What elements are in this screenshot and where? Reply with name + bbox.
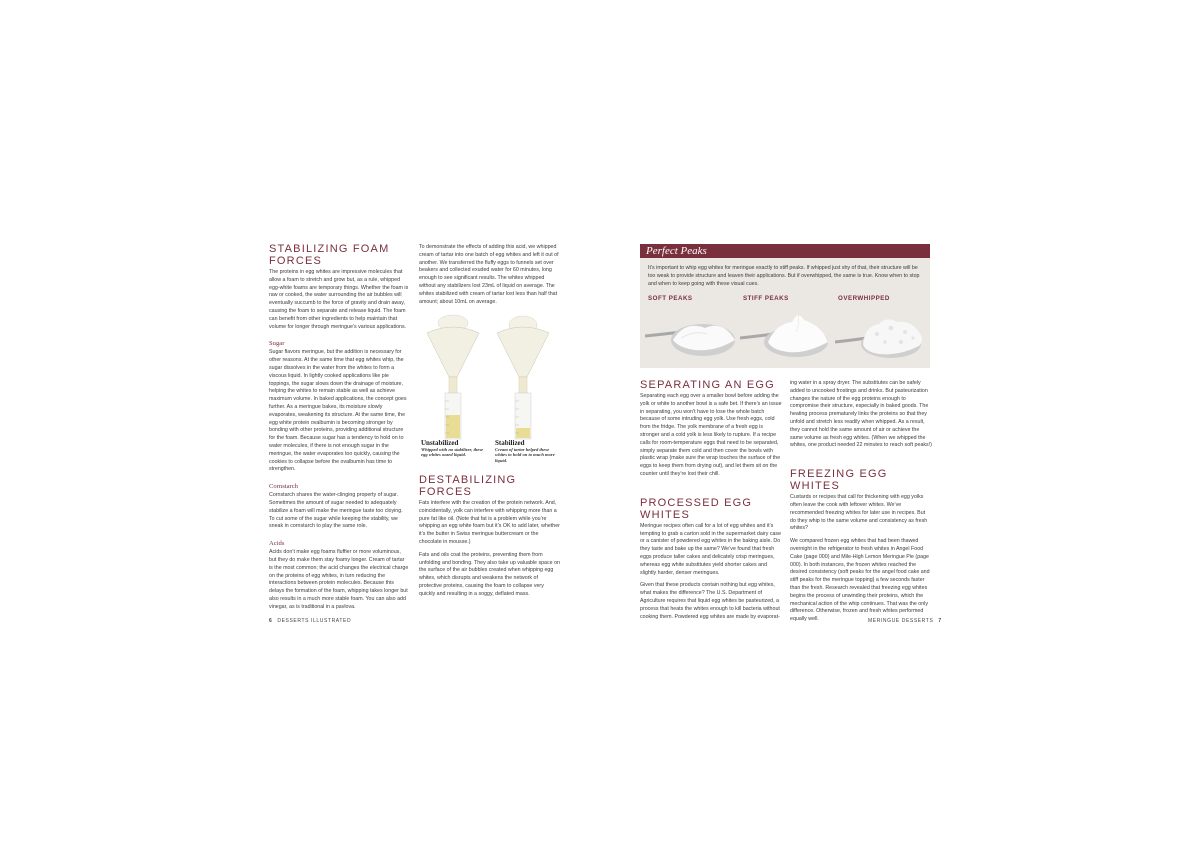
section-heading-freezing: FREEZING EGG WHITES (790, 468, 888, 493)
label-overwhipped: OVERWHIPPED (838, 295, 890, 302)
spoon-soft-peaks-image (645, 306, 740, 361)
freezing-p1: Custards or recipes that call for thickening with egg yolks often leave the cook with leftover whites. We’ve recommended freezing whites for later use in recipes. But do they whip to the same volume and consistency as fresh whites? (790, 494, 928, 532)
caption-stabilized-title: Stabilized (495, 439, 525, 447)
subheading-acids: Acids (269, 540, 285, 548)
processed-p1: Meringue recipes often call for a lot of egg whites and it’s tempting to grab a carton sold in the supermarket dairy case or a canister of powdered egg whites in the baking aisle. Do they taste and bake up the same? We’ve found that fresh eggs produce taller cakes and delicately crisp meringues, whereas egg white substitutes yield shorter cakes and slightly harder, denser meringues. (640, 522, 782, 576)
left-page-number: 6 (269, 618, 273, 624)
freezing-p2: We compared frozen egg whites that had been thawed overnight in the refrigerator to fresh whites in Angel Food Cake (page 000) and Mile-High Lemon Meringue Pie (page 000). In both instances, the frozen whites reached the desired consistency (soft peaks for the angel food cake and stiff peaks for the meringue topping) a few seconds faster than the fresh. Research revealed that freezing egg whites begins the process of unwinding their proteins, which the mechanical action of the whip continues. That was the only difference. Otherwise, frozen and fresh whites performed equally well. (790, 538, 930, 623)
experiment-text: To demonstrate the effects of adding this acid, we whipped cream of tartar into one batch of egg whites and left it out of another. We transferred the fluffy eggs to funnels set over beakers and collected exuded water for 60 minutes, long enough to see significant results. The whites whipped without any stabilizers lost 23mL of liquid on average. The whites stabilized with cream of tartar lost less than half that amount; about 10mL on average. (419, 244, 559, 305)
caption-stabilized-desc: Cream of tartar helped these whites to hold on to much more liquid. (495, 447, 555, 463)
processed-p2: Given that these products contain nothing but egg whites, what makes the difference? The U.S. Department of Agriculture requires that liquid egg whites be pasteurized, a process that heats the whites enough to kill bacteria without cooking them. Powdered egg whites are made by evaporat- (640, 582, 780, 620)
sugar-text: Sugar flavors meringue, but the addition is necessary for other reasons. At the same time that egg whites whip, the sugar dissolves in the water from the whites to form a viscous liquid. In lightly cooked applications like pie toppings, the sugar slows down the drainage of moisture, helping the whites to remain stable as well as achieve maximum volume. In baked applications, the concept goes further. As a meringue bakes, its moisture slowly evaporates, weakening its structure. At the same time, the egg white protein ovalbumin is becoming stronger by bonding with other proteins, providing additional structure for the foam. Because sugar has a tendency to hold on to water molecules, if there is not enough sugar in the meringue, the water evaporates too quickly, causing the cookies to collapse before the ovalbumin has time to strengthen. (269, 349, 407, 473)
left-footer (269, 618, 351, 624)
spoon-stiff-peaks-image (740, 306, 835, 361)
separating-text: Separating each egg over a smaller bowl before adding the yolk or white to another bowl is a safe bet. If there’s an issue in separating, you won’t have to lose the whole batch because of some intruding egg yolk. Use fresh eggs, cold from the fridge. The yolk membrane of a fresh egg is stronger and a cold yolk is less likely to rupture. If a recipe calls for room-temperature eggs that need to be separated, simply separate them cold and then cover the bowls with plastic wrap (make sure the wrap touches the surface of the eggs to keep them from drying out), and let them sit on the counter until they’re lost their chill. (640, 393, 782, 477)
caption-unstabilized-title: Unstabilized (421, 439, 459, 447)
caption-stabilized (495, 439, 559, 463)
right-column-1 (640, 379, 782, 626)
caption-unstabilized-desc: Whipped with no stabilizer, these egg whites oozed liquid. (421, 447, 484, 458)
left-running-title: DESSERTS ILLUSTRATED (277, 618, 352, 624)
funnel-beakers-illustration (419, 313, 559, 441)
subheading-cornstarch: Cornstarch (269, 483, 298, 491)
right-column-2 (790, 380, 932, 629)
section-heading-separating: SEPARATING AN EGG (640, 379, 775, 391)
perfect-peaks-intro: It’s important to whip egg whites for meringue exactly to stiff peaks. If whipped just shy of that, their structure will be too weak to provide structure and leaven their applications. But if overwhipped, the same is true. Know when to stop and when to keep going with these visual cues. (648, 265, 920, 287)
section-heading-processed: PROCESSED EGG WHITES (640, 496, 753, 521)
funnel-experiment-figure (419, 313, 559, 463)
section-heading-destabilizing: DESTABILIZING FORCES (419, 474, 517, 498)
subheading-sugar: Sugar (269, 340, 285, 348)
caption-unstabilized (421, 439, 485, 458)
left-column-1 (269, 243, 409, 616)
acids-text: Acids don’t make egg foams fluffier or more voluminous, but they do make them stay foamy longer. Cream of tartar is the most common; the acid changes the electrical charge on the proteins of egg whites, in turn reducing the interactions between protein molecules. Because this delays the formation of the foam, whipping takes longer but also results in a much more stable foam. You can also add vinegar, as is traditional in a pavlova. (269, 549, 409, 610)
label-soft-peaks: SOFT PEAKS (648, 295, 693, 302)
right-running-title: MERINGUE DESSERTS (868, 618, 934, 624)
left-column-2-top (419, 244, 561, 311)
section-heading-stabilizing: STABILIZING FOAM FORCES (269, 243, 390, 267)
right-page-number: 7 (938, 618, 942, 624)
cornstarch-text: Cornstarch shares the water-clinging property of sugar. Sometimes the amount of sugar needed to adequately stabilize a foam will make the meringue taste too cloying. To cut some of the sugar while keeping the stability, we sneak in cornstarch to play the same role. (269, 492, 403, 530)
perfect-peaks-box (640, 244, 930, 368)
perfect-peaks-title: Perfect Peaks (640, 244, 930, 258)
label-stiff-peaks: STIFF PEAKS (743, 295, 789, 302)
spoon-overwhipped-image (835, 306, 930, 361)
right-footer (868, 618, 942, 624)
destabilizing-p1: Fats interfere with the creation of the protein network. And, coincidentally, yolk can interfere with whipping more than a pure fat like oil. (Note that fat is a problem while you’re whipping an egg white foam but it’s OK to add later, whether it’s the butter in Swiss meringue buttercream or the chocolate in mousse.) (419, 500, 560, 545)
stabilizing-intro: The proteins in egg whites are impressive molecules that allow a foam to stretch and grow but, as a rule, whipped egg-white foams are temporary things. Whether the foam is raw or cooked, the water surrounding the air bubbles will eventually succumb to the force of gravity and drain away, causing the foam to separate and release liquid. The foam can benefit from other ingredients to help maintain that volume for longer through meringue’s various applications. (269, 269, 409, 330)
processed-continued-text: ing water in a spray dryer. The substitutes can be safely added to uncooked frostings and drinks. But pasteurization changes the nature of the egg proteins enough to compromise their structure, especially in baked goods. The heating process prematurely links the proteins so that they unfold and stretch less readily when whipped. As a result, they cannot hold the same amount of air or achieve the same volume as fresh egg whites. (When we whipped the whites, one product needed 22 minutes to reach soft peaks!) (790, 380, 932, 449)
destabilizing-p2: Fats and oils coat the proteins, preventing them from unfolding and bonding. They also take up valuable space on the surface of the air bubbles created when whipping egg whites, which disrupts and weakens the network of protective proteins, causing the foam to collapse very quickly and resulting in a soggy, deflated mass. (419, 551, 560, 597)
left-column-2-bottom (419, 474, 561, 604)
